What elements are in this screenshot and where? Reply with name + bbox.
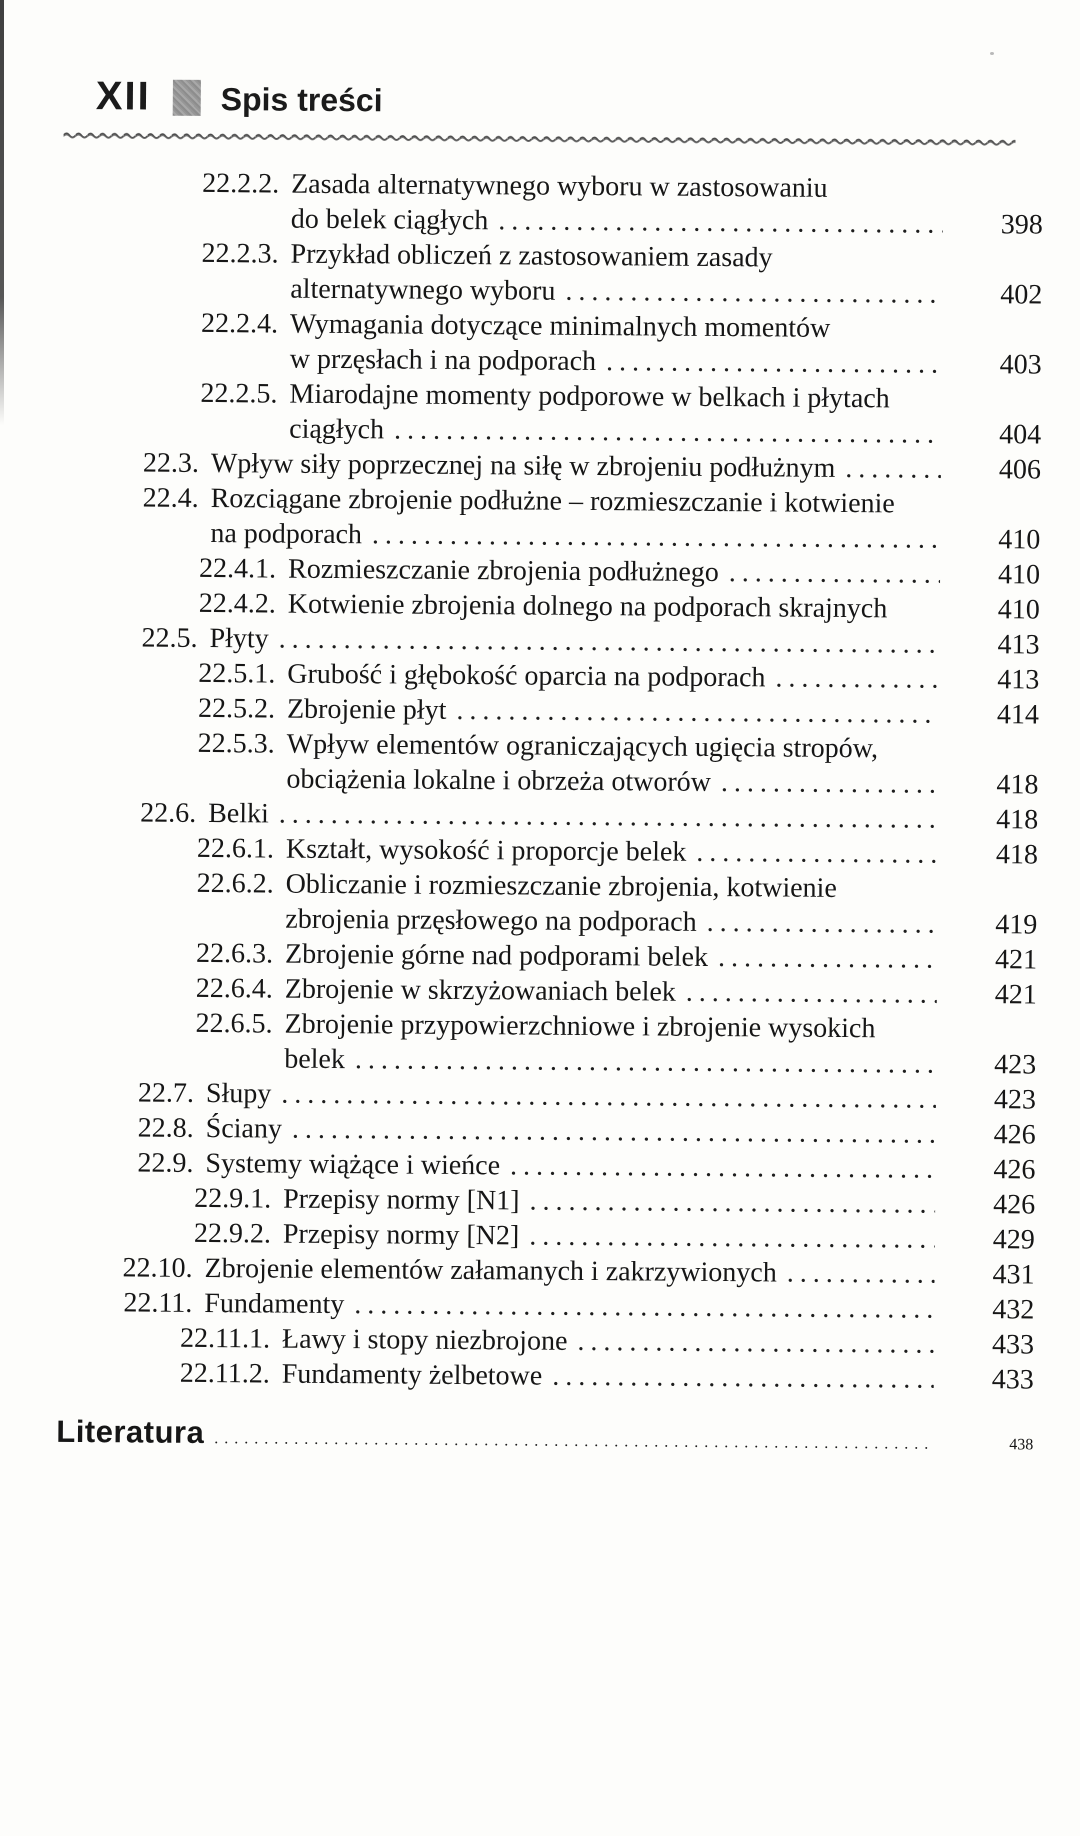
toc-entry-number: 22.2.4.: [200, 307, 279, 340]
toc-entry-page: 414: [996, 699, 1040, 731]
literatura-entry: [56, 1414, 1033, 1458]
toc-entry-number: 22.5.1.: [198, 657, 276, 690]
toc-entry-page: 410: [997, 594, 1040, 626]
dot-leader: [567, 1324, 934, 1362]
toc-entry-page: 418: [996, 804, 1039, 836]
toc-entry-number: 22.9.1.: [194, 1182, 272, 1215]
page-number-label: XII: [95, 74, 151, 119]
toc-entry-page: 431: [992, 1259, 1035, 1291]
toc-entry-number: 22.3.: [142, 447, 200, 479]
toc-entry-title: Ławy i stopy niezbrojone: [281, 1323, 568, 1357]
dot-leader: [500, 1148, 936, 1186]
toc-entry-title: alternatywnego wyboru: [290, 273, 556, 307]
toc-entry-page: 413: [997, 664, 1040, 696]
toc-entry: [60, 480, 1041, 558]
toc-entry-number: 22.11.: [123, 1287, 193, 1319]
dot-leader: [711, 765, 939, 802]
toc-entry-page: 421: [994, 979, 1037, 1011]
toc-entry-page: 423: [993, 1084, 1037, 1116]
page-title: Spis treści: [220, 81, 383, 119]
toc-entry-page: 402: [1000, 279, 1043, 311]
toc-entry-number: 22.11.1.: [179, 1322, 271, 1355]
toc-entry-page: 403: [999, 349, 1042, 381]
toc-entry-title-line: Przykład obliczeń z zastosowaniem zasady: [290, 238, 773, 274]
toc-entry: [56, 1005, 1037, 1083]
decorative-wavy-rule: [63, 130, 1015, 146]
toc-entry-page: 419: [995, 909, 1038, 941]
dot-leader: [519, 1183, 935, 1221]
toc-entry-title: Zbrojenie w skrzyżowaniach belek: [284, 973, 676, 1008]
dot-leader: [765, 660, 939, 696]
square-bullet-icon: [173, 80, 201, 116]
toc-entry-title: Belki: [208, 797, 269, 830]
dot-leader: [777, 1255, 935, 1291]
toc-entry-title: Fundamenty: [204, 1287, 345, 1321]
toc-entry: [62, 305, 1043, 383]
dot-leader: [271, 1077, 936, 1117]
dot-leader: [719, 555, 941, 592]
dot-leader: [282, 1112, 936, 1152]
toc-entry-title: belek: [284, 1043, 346, 1076]
dot-leader: [488, 203, 943, 242]
toc-entry-number: 22.2.5.: [200, 377, 278, 410]
toc-entry-page: 404: [999, 419, 1042, 451]
toc-entry-title: Zbrojenie elementów załamanych i zakrzywionych: [204, 1252, 777, 1289]
toc-entry: [62, 235, 1043, 313]
toc-entry-number: 22.5.: [141, 622, 198, 654]
toc-entry-page: 426: [993, 1154, 1036, 1186]
toc-entry-title: do belek ciągłych: [290, 203, 489, 237]
toc-entry-page: 423: [994, 1049, 1037, 1081]
toc-entry-page: 426: [993, 1119, 1036, 1151]
toc-entry-title: Systemy wiążące i wieńce: [205, 1147, 501, 1182]
toc-entry: [57, 865, 1038, 943]
dot-leader: [555, 274, 942, 312]
toc-entry-title: Przepisy normy [N1]: [283, 1183, 520, 1217]
toc-entry-page: 421: [994, 944, 1038, 976]
literatura-page: 438: [1009, 1436, 1034, 1454]
toc-entry-number: 22.6.4.: [195, 972, 273, 1005]
toc-entry-page: 418: [995, 839, 1039, 871]
toc-entry-number: 22.6.3.: [195, 937, 274, 970]
toc-entry-title: ciągłych: [289, 413, 385, 446]
toc-entry: [61, 375, 1042, 453]
toc-entry-number: 22.4.1.: [198, 552, 277, 585]
toc-entry-title-line: Miarodajne momenty podporowe w belkach i płytach: [289, 378, 890, 415]
dot-leader: [708, 940, 937, 977]
toc-entry-page: 410: [997, 559, 1041, 591]
toc-entry: [58, 725, 1039, 803]
toc-entry-title: Płyty: [209, 623, 269, 655]
toc-entry-page: 418: [996, 769, 1039, 801]
toc-entry-title: na podporach: [210, 518, 363, 551]
toc-entry-page: 429: [992, 1224, 1035, 1256]
toc-entry-title: Kształt, wysokość i proporcje belek: [285, 833, 687, 868]
dot-leader: [344, 1287, 934, 1327]
scan-edge-artifact: [0, 0, 4, 425]
toc-entry-title-line: Obliczanie i rozmieszczanie zbrojenia, kotwienie: [285, 868, 837, 904]
toc-entry-number: 22.9.2.: [193, 1217, 272, 1250]
toc-entry-title: w przęsłach i na podporach: [289, 343, 597, 378]
dot-leader: [596, 344, 942, 382]
toc-entry-title: Ściany: [205, 1112, 283, 1145]
toc-entry-page: 398: [1000, 209, 1043, 241]
dot-leader: [542, 1359, 934, 1397]
toc-entry-title: Rozmieszczanie zbrojenia podłużnego: [287, 553, 719, 589]
toc-entry-page: 433: [991, 1364, 1034, 1396]
toc-entry-title: Fundamenty żelbetowe: [281, 1358, 543, 1392]
toc-entry-page: 433: [991, 1329, 1035, 1361]
toc-entry-page: 413: [997, 629, 1040, 661]
toc-list: [54, 165, 1044, 1398]
toc-entry-title: Zbrojenie płyt: [286, 693, 447, 726]
toc-entry-page: 432: [992, 1294, 1035, 1326]
toc-entry-title: Wpływ siły poprzecznej na siłę w zbrojeniu podłużnym: [210, 448, 836, 484]
dot-leader: [384, 412, 941, 451]
dot-leader: [269, 796, 939, 836]
dot-leader: [362, 517, 941, 557]
dot-leader: [345, 1042, 937, 1082]
toc-entry-title-line: Rozciągane zbrojenie podłużne – rozmieszczanie i kotwienie: [210, 483, 895, 520]
toc-entry-number: 22.6.: [140, 797, 197, 829]
literatura-label: Literatura: [56, 1413, 205, 1450]
toc-entry-number: 22.4.2.: [198, 587, 276, 620]
toc-entry-title: Zbrojenie górne nad podporami belek: [284, 938, 709, 973]
toc-entry-title: Słupy: [205, 1077, 272, 1110]
toc-entry-number: 22.2.3.: [201, 237, 279, 270]
dot-leader: [835, 451, 941, 487]
toc-entry-page: 410: [998, 524, 1041, 556]
toc-entry-number: 22.5.3.: [197, 727, 275, 760]
dot-leader: [519, 1218, 935, 1256]
toc-entry-page: 426: [993, 1189, 1036, 1221]
toc-entry-title: Kotwienie zbrojenia dolnego na podporach skrajnych: [287, 588, 888, 625]
toc-entry-number: 22.8.: [137, 1112, 194, 1144]
toc-entry-number: 22.7.: [137, 1077, 195, 1109]
toc-entry-title: Przepisy normy [N2]: [282, 1218, 520, 1252]
toc-entry-number: 22.9.: [137, 1147, 194, 1179]
dot-leader: [696, 905, 937, 942]
toc-entry-number: 22.6.5.: [195, 1007, 273, 1040]
scan-speck-artifact: [990, 52, 994, 55]
dot-leader: [676, 975, 937, 1012]
toc-entry-number: 22.5.2.: [197, 692, 276, 725]
page-content: [53, 74, 1044, 1458]
toc-entry-title: Grubość i głębokość oparcia na podporach: [287, 658, 766, 694]
running-header: [64, 74, 1044, 134]
toc-entry-title: zbrojenia przęsłowego na podporach: [285, 903, 697, 938]
toc-entry-number: 22.11.2.: [179, 1357, 270, 1390]
dot-leader: [204, 1430, 933, 1454]
dot-leader: [686, 835, 938, 872]
toc-entry-number: 22.2.2.: [202, 167, 280, 200]
toc-entry-title-line: Wpływ elementów ograniczających ugięcia stropów,: [286, 728, 879, 765]
toc-entry-number: 22.10.: [122, 1252, 193, 1284]
toc-entry-page: 406: [998, 454, 1042, 486]
toc-entry-number: 22.6.2.: [196, 867, 274, 900]
toc-entry-title-line: Wymagania dotyczące minimalnych momentów: [289, 308, 831, 344]
toc-entry: [63, 165, 1044, 243]
dot-leader: [269, 621, 940, 661]
toc-entry-number: 22.6.1.: [196, 832, 275, 865]
dot-leader: [446, 693, 939, 732]
toc-entry-title: obciążenia lokalne i obrzeża otworów: [286, 763, 712, 798]
toc-entry-title-line: Zbrojenie przypowierzchniowe i zbrojenie wysokich: [284, 1008, 876, 1045]
toc-entry: [54, 1355, 1034, 1398]
toc-entry-number: 22.4.: [142, 482, 199, 514]
toc-entry-title-line: Zasada alternatywnego wyboru w zastosowaniu: [291, 168, 828, 204]
